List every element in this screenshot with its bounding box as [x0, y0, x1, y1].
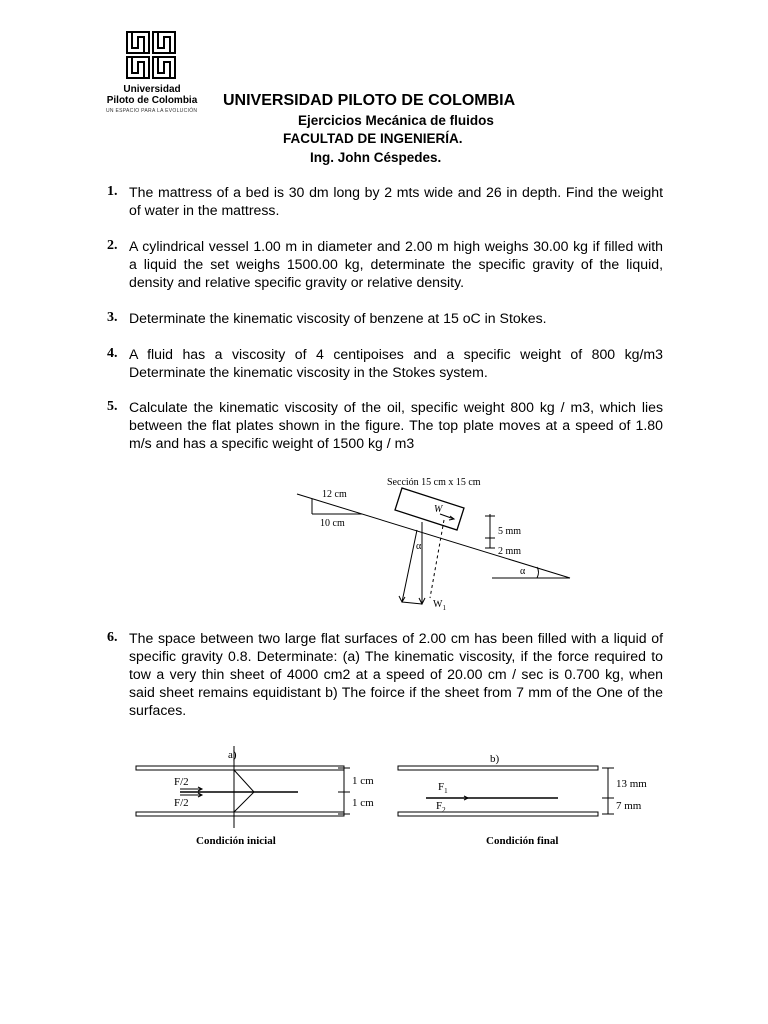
question-text: A cylindrical vessel 1.00 m in diameter and 2.00 m high weighs 30.00 kg if filled with a liquid the set weighs 1500.00 kg, determinate the specific gravity of the liquid, density and relative specific gravity or relative density. [129, 238, 663, 290]
alpha-label: α [416, 541, 422, 552]
question-text: Determinate the kinematic viscosity of benzene at 15 oC in Stokes. [129, 310, 547, 326]
w1-subscript: 1 [442, 604, 446, 612]
plates-diagram [130, 742, 650, 852]
question-text: A fluid has a viscosity of 4 centipoises and a specific weight of 800 kg/m3 Determinate the kinematic viscosity in the Stokes system. [129, 346, 663, 380]
question-2 [107, 237, 663, 291]
question-4 [107, 345, 663, 381]
course-title: Ejercicios Mecánica de fluidos [298, 113, 494, 128]
question-text: The space between two large flat surfaces of 2.00 cm has been filled with a liquid of specific gravity 0.8. Determinate: (a) The kinematic viscosity, if the force required to tow a very thin sheet of 4000 cm2 at a speed of 20.00 cm / sec is 0.700 kg, when said sheet remains equidistant b) The foirce if the sheet from 7 mm of the One of the surfaces. [129, 630, 663, 718]
question-1 [107, 183, 663, 219]
question-text: Calculate the kinematic viscosity of the oil, specific weight 800 kg / m3, which lies between the flat plates shown in the figure. The top plate moves at a speed of 1.80 m/s and has a specific weight of 1500 kg / m3 [129, 399, 663, 451]
question-5 [107, 398, 663, 452]
question-number: 2. [107, 238, 118, 253]
question-text: The mattress of a bed is 30 dm long by 2 mts wide and 26 in depth. Find the weight of water in the mattress. [129, 184, 663, 218]
plates-figure [130, 742, 650, 857]
dim-lower-1cm: 1 cm [352, 797, 374, 809]
f1-letter: F [438, 781, 445, 793]
f1-subscript: 1 [444, 787, 448, 795]
label-b: b) [490, 753, 500, 765]
question-3 [107, 309, 663, 327]
instructor-name: Ing. John Céspedes. [310, 150, 442, 165]
slope-rise-label: 12 cm [322, 489, 347, 500]
dim-13mm: 13 mm [616, 778, 647, 790]
dim-7mm: 7 mm [616, 800, 642, 812]
question-number: 5. [107, 399, 118, 414]
label-a: a) [228, 749, 237, 761]
f-half-lower: F/2 [174, 797, 189, 809]
w1-label [433, 599, 446, 612]
f2-label [436, 800, 446, 814]
dim-upper-1cm: 1 cm [352, 775, 374, 787]
f2-subscript: 2 [442, 806, 446, 814]
inclined-plate-figure [292, 470, 580, 623]
question-number: 6. [107, 630, 118, 645]
alpha-angle-label: α [520, 566, 526, 577]
gap-lower-label: 2 mm [498, 546, 522, 557]
question-number: 1. [107, 184, 118, 199]
slope-run-label: 10 cm [320, 518, 345, 529]
f-half-upper: F/2 [174, 776, 189, 788]
question-6 [107, 629, 663, 719]
logo-line-2: Piloto de Colombia [106, 95, 198, 106]
inclined-plate-diagram [292, 470, 580, 618]
question-number: 3. [107, 310, 118, 325]
section-label: Sección 15 cm x 15 cm [387, 477, 481, 488]
f2-letter: F [436, 800, 443, 812]
logo-line-1: Universidad [123, 84, 181, 95]
logo-tagline: UN ESPACIO PARA LA EVOLUCIÓN [106, 108, 198, 114]
weight-label: W [434, 504, 443, 515]
question-number: 4. [107, 346, 118, 361]
faculty-title: FACULTAD DE INGENIERÍA. [283, 131, 463, 146]
gap-upper-label: 5 mm [498, 526, 522, 537]
university-logo-icon [125, 30, 177, 80]
caption-final: Condición final [486, 835, 559, 847]
f1-label [438, 781, 448, 795]
w1-letter: W [433, 599, 443, 610]
caption-initial: Condición inicial [196, 835, 276, 847]
university-title: UNIVERSIDAD PILOTO DE COLOMBIA [223, 92, 516, 109]
university-logo [106, 30, 206, 114]
